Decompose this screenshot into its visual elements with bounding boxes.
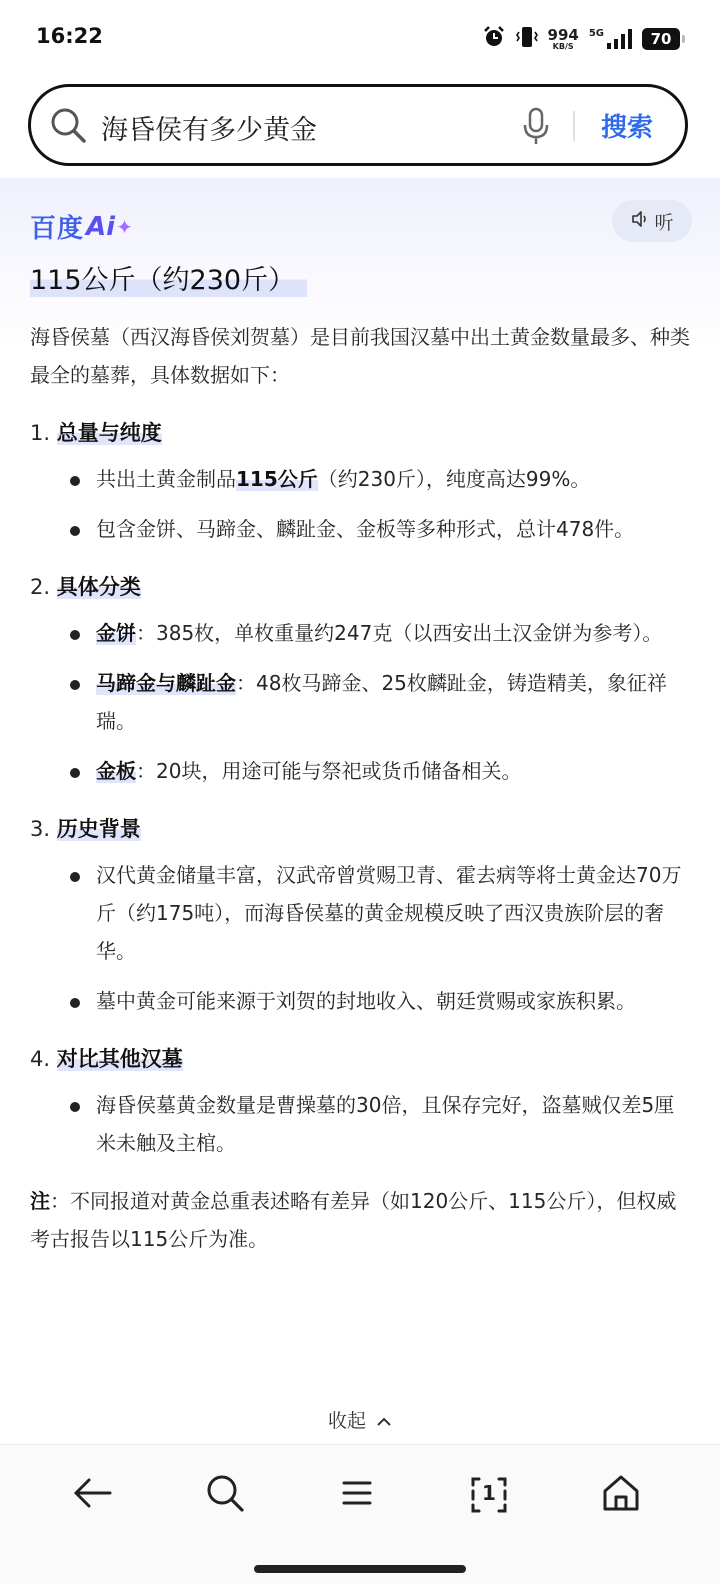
nav-search-button[interactable] [200,1470,250,1520]
section-title-text: 总量与纯度 [56,421,162,445]
signal-icon [589,28,632,50]
answer-intro: 海昏侯墓（西汉海昏侯刘贺墓）是目前我国汉墓中出土黄金数量最多、种类最全的墓葬，具体数据如下： [30,325,690,387]
section-title [30,810,690,848]
collapse-button[interactable] [0,1406,720,1433]
collapse-label: 收起 [327,1410,366,1432]
item-text: 汉代黄金储量丰富，汉武帝曾赏赐卫青、霍去病等将士黄金达70万斤（约175吨），而海昏侯墓的黄金规模反映了西汉贵族阶层的奢华。 [96,863,682,963]
section-4 [30,1040,690,1162]
alarm-icon [482,25,506,53]
list-item [66,510,690,548]
home-button[interactable] [596,1470,646,1520]
section-number: 3. [30,817,57,841]
status-bar [0,0,720,80]
list-item [66,752,690,790]
item-highlight: 马蹄金与麟趾金 [96,671,236,695]
list-item [66,856,690,970]
list-item [66,982,690,1020]
section-title-text: 对比其他汉墓 [56,1047,183,1071]
list-item [66,1086,690,1162]
item-text: 墓中黄金可能来源于刘贺的封地收入、朝廷赏赐或家族积累。 [96,989,636,1013]
section-title [30,414,690,452]
logo-ai: Ai [86,211,116,242]
home-icon [601,1474,641,1516]
section-number: 2. [30,575,57,599]
item-highlight: 金板 [96,759,136,783]
search-bar [28,84,688,166]
section-number: 1. [30,421,57,445]
section-number: 4. [30,1047,57,1071]
answer-headline: 115公斤（约230斤） [30,258,307,297]
item-text: 共出土黄金制品 [96,467,236,491]
search-icon [205,1473,245,1517]
speaker-icon [630,209,650,234]
answer-content [30,318,690,1258]
tabs-button[interactable] [464,1470,514,1520]
item-highlight: 115公斤 [236,467,318,491]
section-1 [30,414,690,548]
net-speed-value: 994 [547,25,579,44]
section-title [30,568,690,606]
vibrate-icon [516,25,538,53]
tabs-icon [471,1477,507,1513]
logo-text: 百度 [30,214,85,244]
mic-icon[interactable] [521,107,551,147]
bottom-nav [0,1444,720,1584]
listen-button[interactable] [612,200,692,242]
home-indicator[interactable] [254,1565,466,1573]
item-highlight: 金饼 [96,621,136,645]
search-button[interactable]: 搜索 [601,113,654,143]
search-input[interactable] [101,107,501,147]
item-text: ：48枚马蹄金、25枚麟趾金，铸造精美，象征祥瑞。 [96,671,667,733]
item-text: （约230斤），纯度高达99%。 [317,467,591,491]
battery-icon: 70 [642,28,680,50]
note-text: ：不同报道对黄金总重表述略有差异（如120公斤、115公斤），但权威考古报告以115公斤为准。 [30,1189,677,1251]
menu-button[interactable] [332,1470,382,1520]
chevron-up-icon [372,1410,392,1432]
item-text: ：385枚，单枚重量约247克（以西安出土汉金饼为参考）。 [136,621,663,645]
status-icons [482,24,680,54]
section-2 [30,568,690,790]
baidu-ai-logo [30,208,133,245]
menu-icon [342,1479,372,1511]
status-time: 16:22 [36,24,103,48]
search-icon [49,106,87,144]
section-3 [30,810,690,1020]
section-title-text: 具体分类 [56,575,141,599]
back-button[interactable] [68,1470,118,1520]
note-label: 注 [30,1189,50,1213]
ai-answer-card [0,178,720,1444]
network-type: 5G [588,28,604,39]
section-title-text: 历史背景 [56,817,141,841]
answer-note [30,1182,690,1258]
back-icon [72,1476,114,1514]
list-item [66,460,690,498]
listen-label: 听 [654,211,674,234]
net-speed-unit: KB/S [552,41,574,51]
item-text: 海昏侯墓黄金数量是曹操墓的30倍，且保存完好，盗墓贼仅差5厘米未触及主棺。 [96,1093,675,1155]
list-item [66,664,690,740]
net-speed [547,25,579,51]
item-text: ：20块，用途可能与祭祀或货币储备相关。 [136,759,522,783]
sparkle-icon: ✦ [116,214,133,239]
item-text: 包含金饼、马蹄金、麟趾金、金板等多种形式，总计478件。 [96,517,635,541]
search-divider [573,111,575,141]
list-item [66,614,690,652]
section-title [30,1040,690,1078]
tab-count: 1 [482,1481,496,1505]
